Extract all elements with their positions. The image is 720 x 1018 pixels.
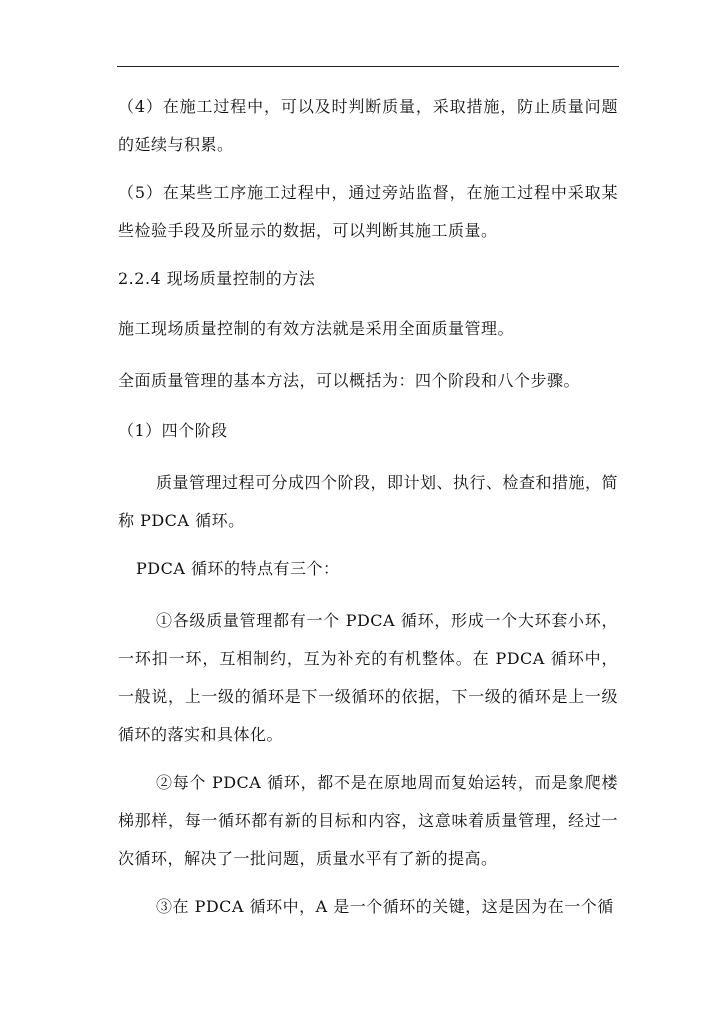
header-rule xyxy=(117,66,619,67)
paragraph-5: （5）在某些工序施工过程中，通过旁站监督，在施工过程中采取某些检验手段及所显示的数据，可以判断其施工质量。 xyxy=(118,183,618,240)
paragraph-feature-2: ②每个 PDCA 循环，都不是在原地周而复始运转，而是象爬楼梯那样，每一循环都有新的目标和内容，这意味着质量管理，经过一次循环，解决了一批问题，质量水平有了新的提高。 xyxy=(118,773,618,868)
paragraph-4: （4）在施工过程中，可以及时判断质量，采取措施，防止质量问题的延续与积累。 xyxy=(118,97,618,154)
paragraph-feature-1: ①各级质量管理都有一个 PDCA 循环，形成一个大环套小环，一环扣一环，互相制约，互为补充的有机整体。在 PDCA 循环中，一般说，上一级的循环是下一级循环的依据，下一级的循环是上一级循环的落实和具体化。 xyxy=(118,611,618,744)
paragraph-feature-3: ③在 PDCA 循环中，A 是一个循环的关键，这是因为在一个循 xyxy=(156,897,614,916)
paragraph-pdca-features: PDCA 循环的特点有三个： xyxy=(136,559,340,578)
paragraph-quality-method: 施工现场质量控制的有效方法就是采用全面质量管理。 xyxy=(118,319,515,338)
paragraph-basic-method: 全面质量管理的基本方法，可以概括为：四个阶段和八个步骤。 xyxy=(118,371,581,390)
section-heading-2-2-4: 2.2.4 现场质量控制的方法 xyxy=(118,269,316,288)
subheading-four-stages: （1）四个阶段 xyxy=(118,421,228,440)
paragraph-four-stages: 质量管理过程可分成四个阶段，即计划、执行、检查和措施，简称 PDCA 循环。 xyxy=(118,473,619,530)
